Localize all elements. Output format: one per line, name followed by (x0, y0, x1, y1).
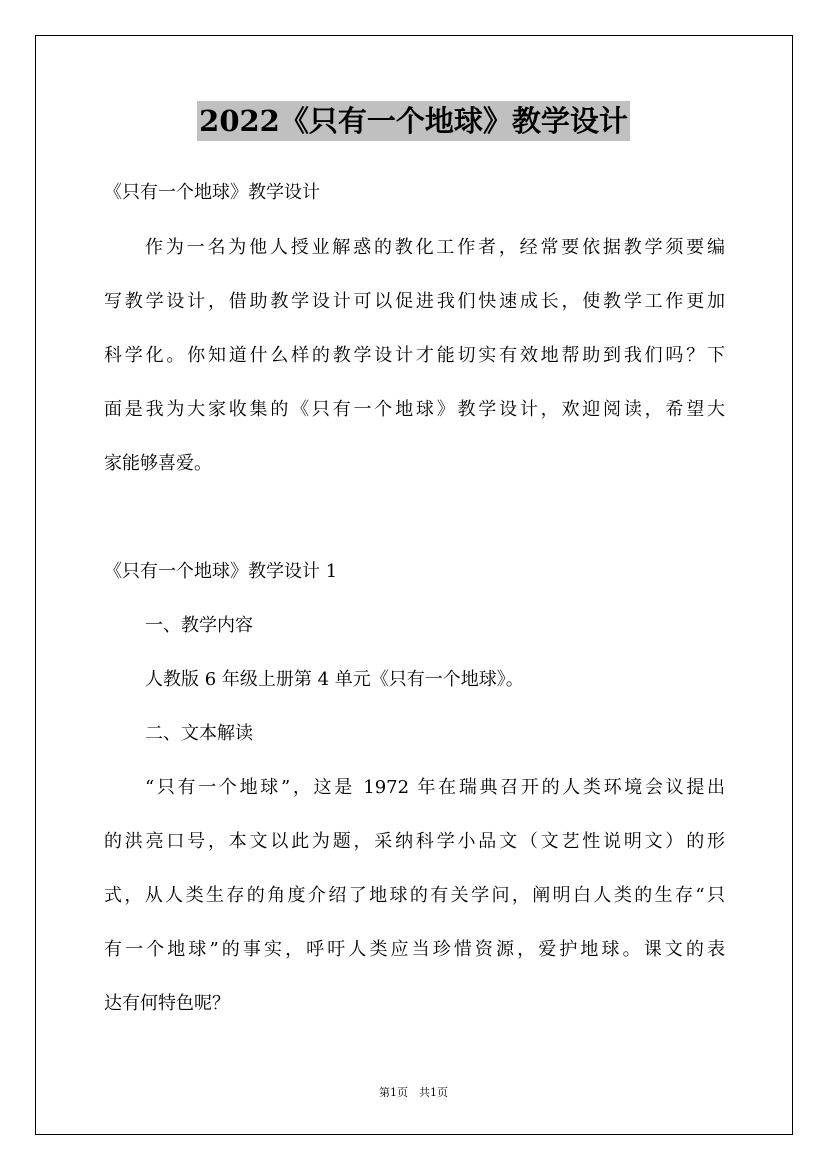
section-title: 《只有一个地球》教学设计 1 (104, 561, 338, 582)
document-subtitle: 《只有一个地球》教学设计 (104, 182, 320, 203)
intro-line: 面是我为大家收集的《只有一个地球》教学设计，欢迎阅读，希望大 (104, 399, 725, 420)
heading-teaching-content: 一、教学内容 (145, 615, 253, 636)
body-line: 达有何特色呢？ (104, 993, 230, 1014)
title-container (0, 101, 827, 141)
teaching-content-text: 人教版 6 年级上册第 4 单元《只有一个地球》。 (145, 669, 524, 690)
body-line: 有一个地球”的事实，呼吁人类应当珍惜资源，爱护地球。课文的表 (104, 939, 725, 960)
intro-line: 写教学设计，借助教学设计可以促进我们快速成长，使教学工作更加 (104, 291, 725, 312)
intro-line: 作为一名为他人授业解惑的教化工作者，经常要依据教学须要编 (145, 237, 725, 258)
intro-line: 家能够喜爱。 (104, 453, 212, 474)
document-title: 2022《只有一个地球》教学设计 (197, 101, 630, 141)
body-line: 的洪亮口号，本文以此为题，采纳科学小品文（文艺性说明文）的形 (104, 831, 725, 852)
page-footer: 第1页 共1页 (379, 1086, 448, 1099)
body-line: “只有一个地球”，这是 1972 年在瑞典召开的人类环境会议提出 (145, 777, 725, 798)
body-line: 式，从人类生存的角度介绍了地球的有关学问，阐明白人类的生存“只 (104, 885, 725, 906)
heading-text-reading: 二、文本解读 (145, 723, 253, 744)
intro-line: 科学化。你知道什么样的教学设计才能切实有效地帮助到我们吗？下 (104, 345, 725, 366)
